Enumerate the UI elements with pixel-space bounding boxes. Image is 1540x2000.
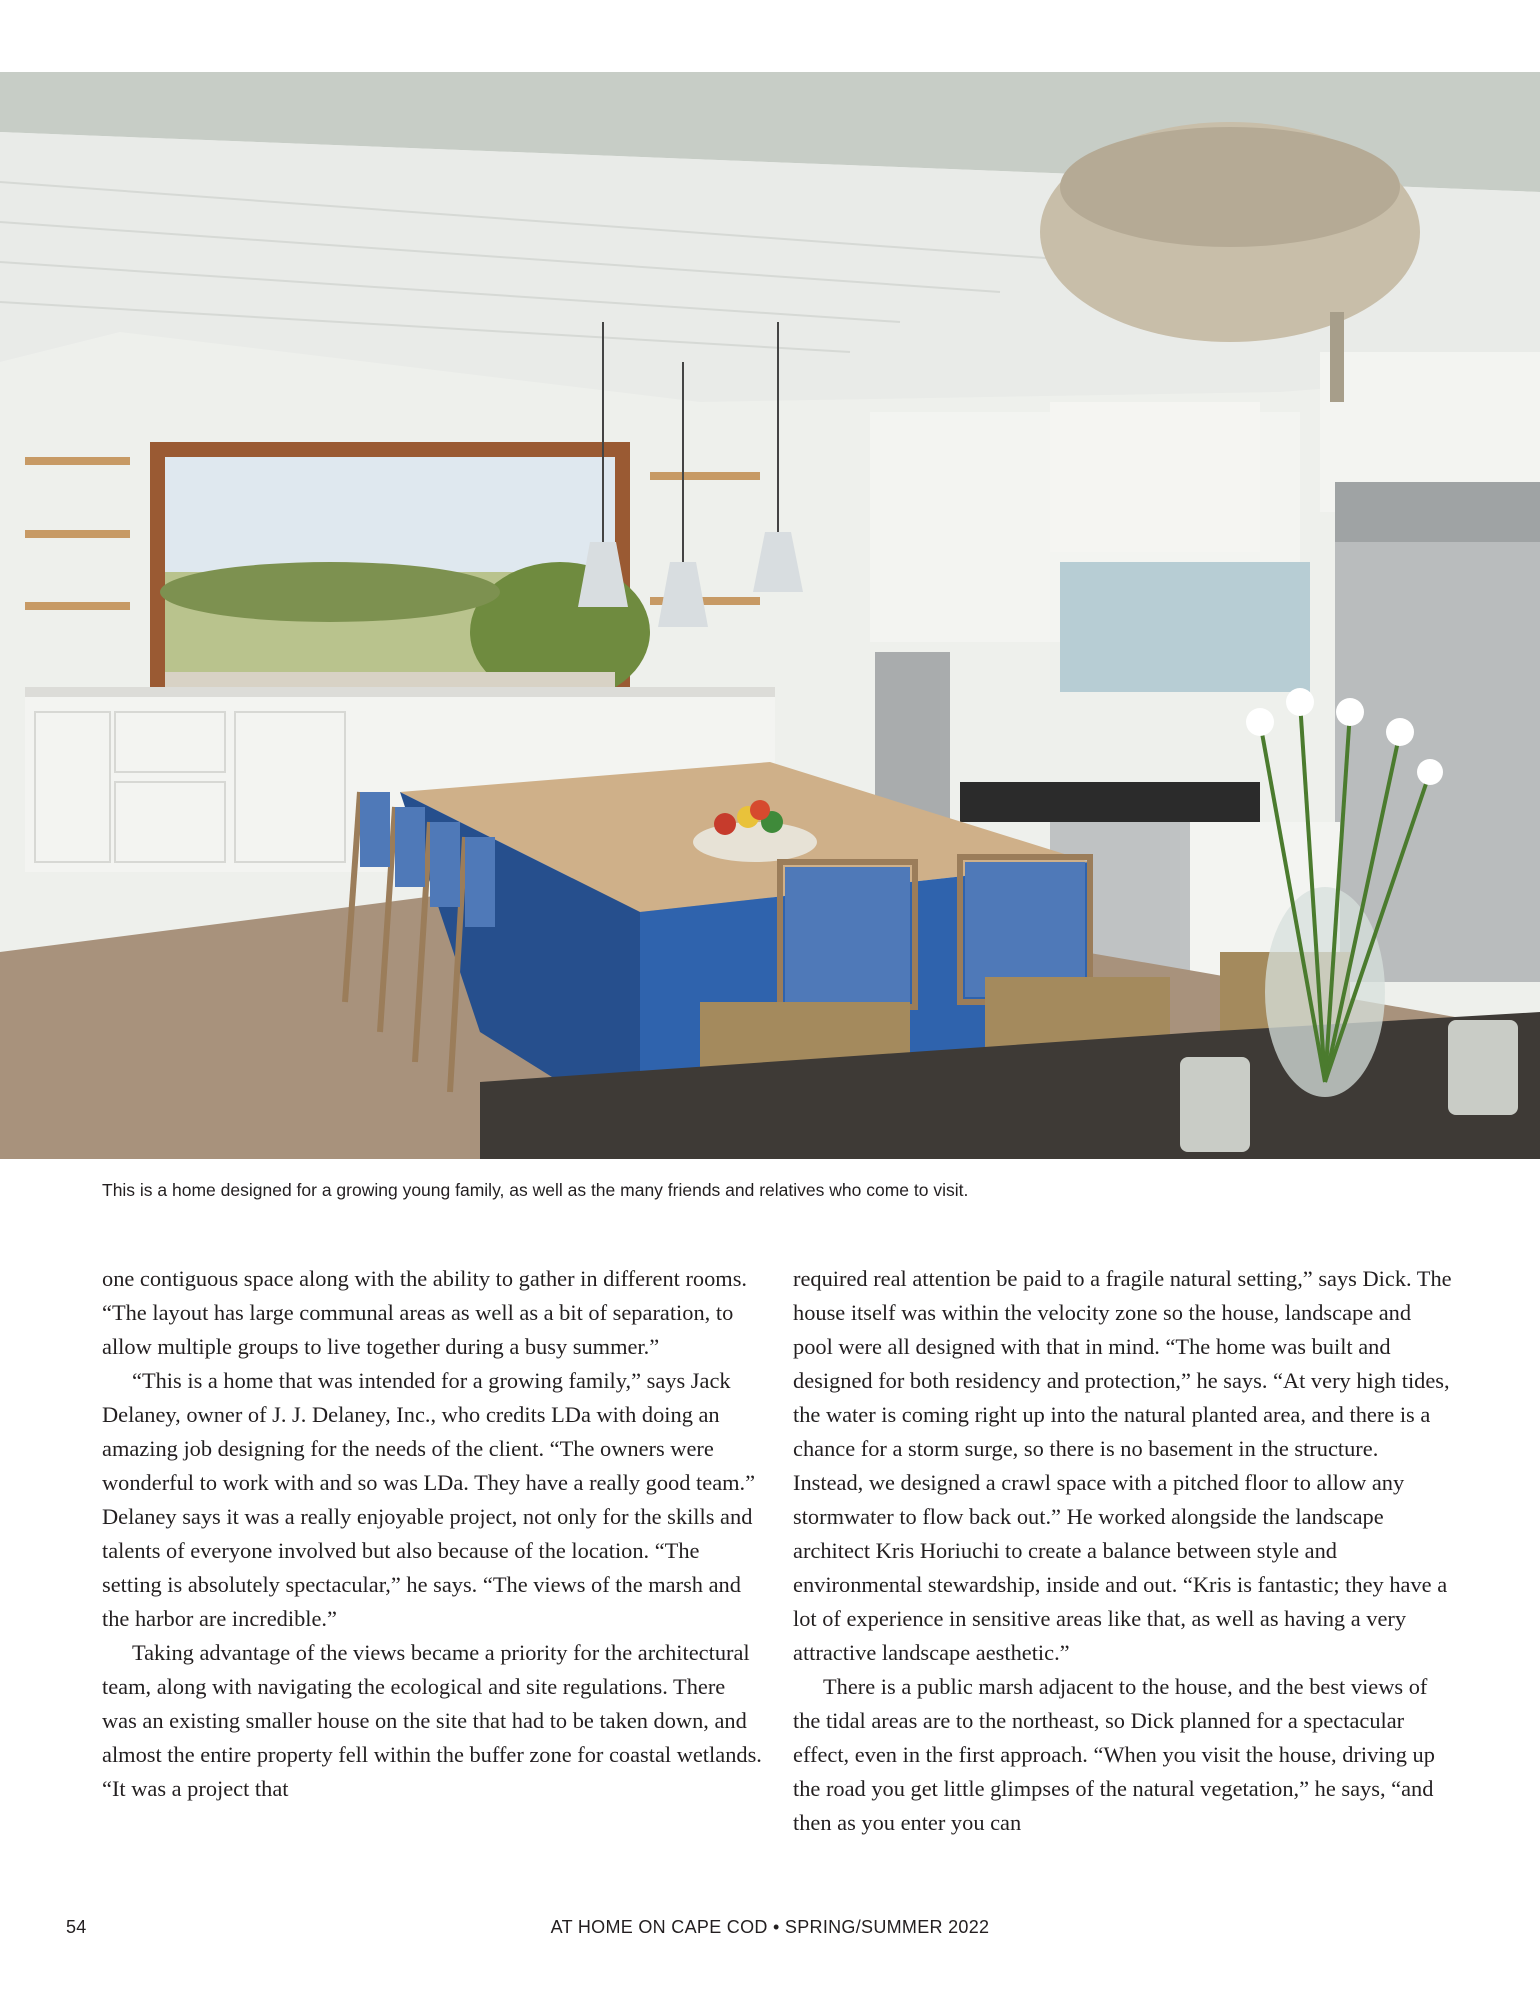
photo-backsplash [1060, 562, 1310, 692]
kitchen-photo [0, 72, 1540, 1159]
paragraph: required real attention be paid to a fragile natural setting,” says Dick. The house itself was within the velocity zone so the house, landscape and pool were all designed with that in mind. “The home was built and designed for both residency and protection,” he says. “At very high tides, the water is coming right up into the natural planted area, and there is a chance for a storm surge, so there is no basement in the structure. Instead, we designed a crawl space with a pitched floor to allow any stormwater to flow back out.” He worked alongside the landscape architect Kris Horiuchi to create a balance between style and environmental stewardship, inside and out. “Kris is fantastic; they have a lot of experience in sensitive areas like that, as well as having a very attractive landscape aesthetic.” [793, 1266, 1452, 1665]
paragraph: one contiguous space along with the ability to gather in different rooms. “The layout has large communal areas as well as a bit of separation, to allow multiple groups to live together during a busy summer.” [102, 1266, 748, 1359]
paragraph: Taking advantage of the views became a priority for the architectural team, along with navigating the ecological and site regulations. There was an existing smaller house on the site that had to be taken down, and almost the entire property fell within the buffer zone for coastal wetlands. “It was a project that [102, 1640, 762, 1801]
left-column [102, 1262, 762, 1806]
photo-caption: This is a home designed for a growing young family, as well as the many friends and relatives who come to visit. [102, 1180, 969, 1200]
paragraph: There is a public marsh adjacent to the house, and the best views of the tidal areas are to the northeast, so Dick planned for a spectacular effect, even in the first approach. “When you visit the house, driving up the road you get little glimpses of the natural vegetation,” he says, “and then as you enter you can [793, 1674, 1435, 1835]
running-title: AT HOME ON CAPE COD • SPRING/SUMMER 2022 [550, 1917, 990, 1937]
page-number: 54 [66, 1917, 87, 1937]
photo-refrigerator [1335, 482, 1540, 982]
paragraph: “This is a home that was intended for a growing family,” says Jack Delaney, owner of J. J. Delaney, Inc., who credits LDa with doing an amazing job designing for the needs of the client. “The owners were wonderful to work with and so was LDa. They have a really good team.” Delaney says it was a really enjoyable project, not only for the skills and talents of everyone involved but also because of the location. “The setting is absolutely spectacular,” he says. “The views of the marsh and the harbor are incredible.” [102, 1368, 756, 1631]
right-column [793, 1262, 1453, 1840]
